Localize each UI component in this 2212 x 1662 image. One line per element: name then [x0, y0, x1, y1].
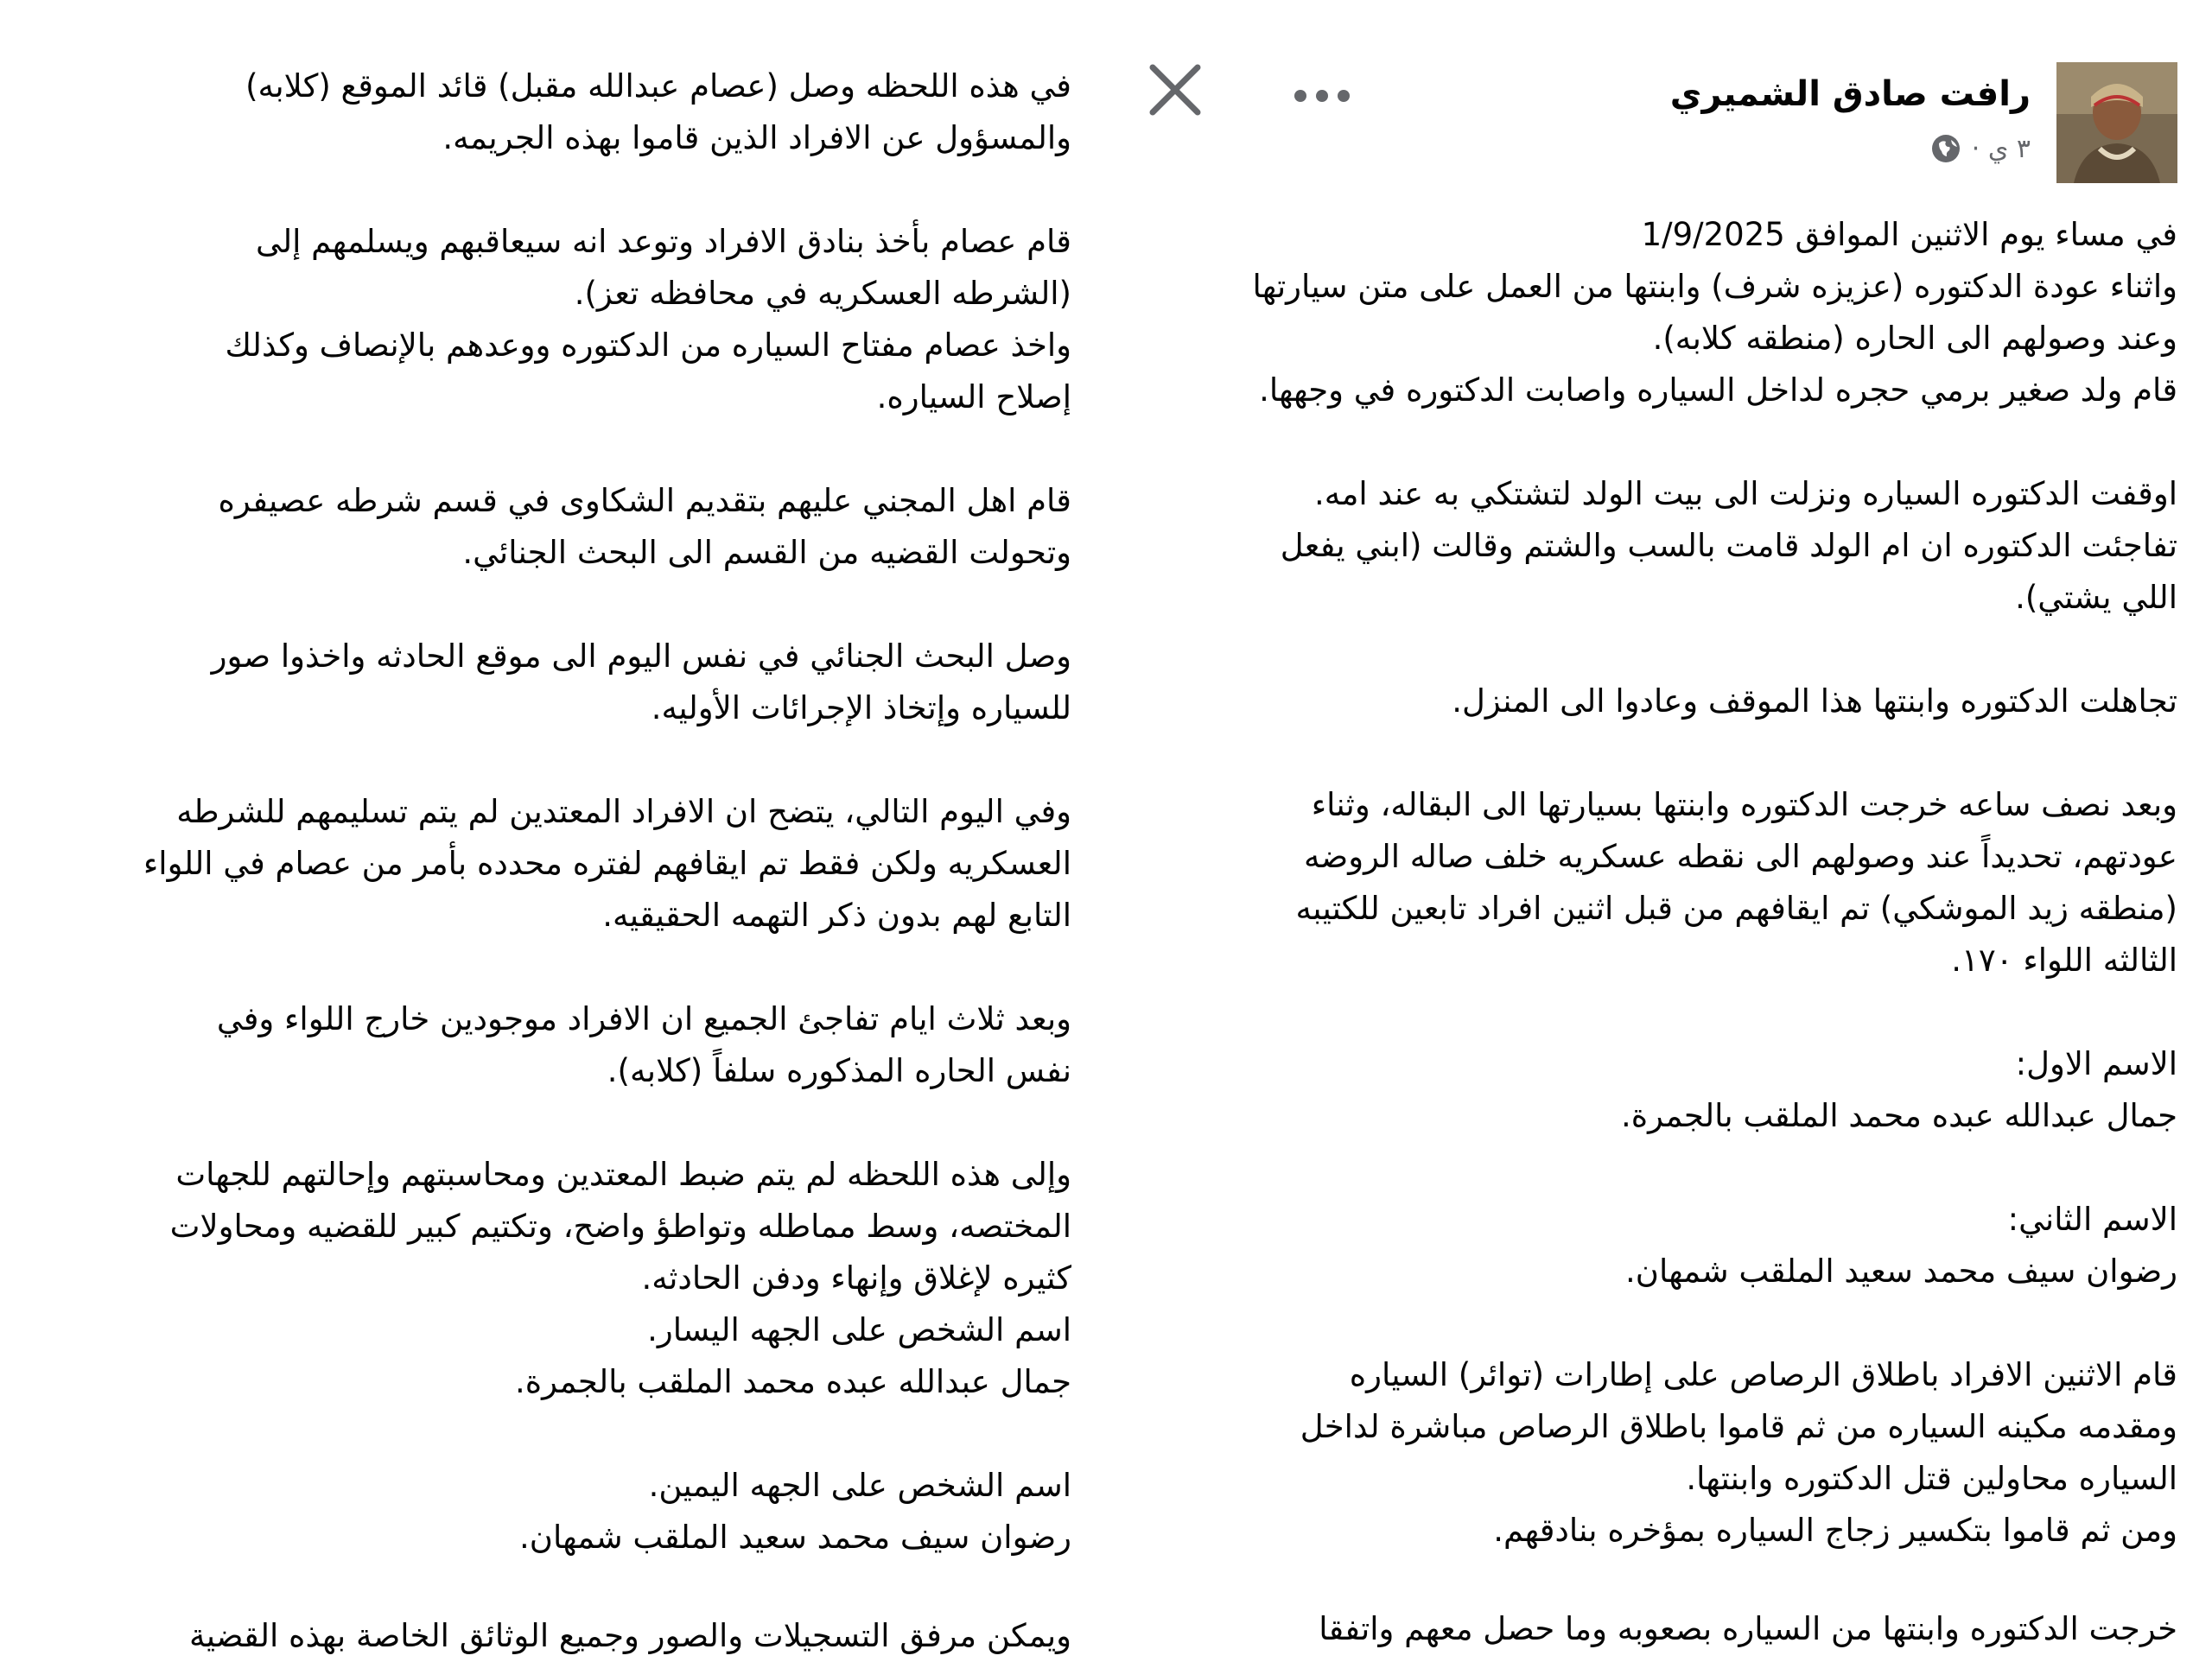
post-header [1141, 62, 2177, 192]
close-icon [1147, 62, 1203, 121]
post-body-right [1141, 209, 2177, 1647]
paragraph: الاسم الثاني: رضوان سيف محمد سعيد الملقب شمهان. [1625, 1201, 2177, 1290]
globe-icon [1930, 133, 1961, 164]
paragraph: قام الاثنين الافراد باطلاق الرصاص على إطارات (توائر) السياره ومقدمه مكينه السياره من ثم قاموا باطلاق الرصاص مباشرة لداخل السياره محاولين قتل الدكتوره وابنتها. ومن ثم قاموا بتكسير زجاج السياره بمؤخره بنادقهم. [1300, 1356, 2177, 1549]
post-time[interactable]: ٣ ي · [1971, 133, 2031, 164]
paragraph: وبعد نصف ساعه خرجت الدكتوره وابنتها بسيارتها الى البقاله، وثناء عودتهم، تحديداً عند وصولهم الى نقطه عسكريه خلف صاله الروضه (منطقه زيد الموشكي) تم ايقافهم من قبل اثنين افراد تابعين للكتيبه الثالثه اللواء ١٧٠. [1295, 786, 2177, 979]
paragraph: الاسم الاول: جمال عبدالله عبده محمد الملقب بالجمرة. [1620, 1045, 2177, 1134]
paragraph: وصل البحث الجنائي في نفس اليوم الى موقع الحادثه واخذوا صور للسياره وإتخاذ الإجرائات الأوليه. [211, 638, 1071, 726]
close-button[interactable] [1141, 57, 1210, 126]
post-body-left [52, 60, 1071, 1654]
truncated-line: ويمكن مرفق التسجيلات والصور وجميع الوثائق الخاصة بهذه القضية [188, 1617, 1071, 1654]
paragraph: اوقفت الدكتوره السياره ونزلت الى بيت الولد لتشتكي به عند امه. تفاجئت الدكتوره ان ام الولد قامت بالسب والشتم وقالت (ابني يفعل اللي يشتي). [1280, 475, 2177, 616]
more-options-icon [1292, 87, 1352, 108]
paragraph: تجاهلت الدكتوره وابنتها هذا الموقف وعادوا الى المنزل. [1452, 682, 2177, 720]
paragraph: وبعد ثلاث ايام تفاجئ الجميع ان الافراد موجودين خارج اللواء وفي نفس الحاره المذكوره سلفاً (كلابه). [216, 1000, 1071, 1089]
paragraph: وفي اليوم التالي، يتضح ان الافراد المعتدين لم يتم تسليمهم للشرطه العسكريه ولكن فقط تم ايقافهم لفتره محدده بأمر من عصام في اللواء التابع لهم بدون ذكر التهمه الحقيقيه. [143, 793, 1071, 934]
truncated-line: خرجت الدكتوره وابنتها من السياره بصعوبه وما حصل معهم واتفقا [1319, 1610, 2177, 1647]
post-column-right [1141, 0, 2177, 1660]
author-name[interactable]: رافت صادق الشميري [1669, 74, 2031, 114]
more-options-button[interactable] [1279, 67, 1365, 128]
paragraph: وإلى هذه اللحظه لم يتم ضبط المعتدين ومحاسبتهم وإحالتهم للجهات المختصه، وسط مماطله وتواطؤ واضح، وتكتيم كبير للقضيه ومحاولات كثيره لإغلاق وإنهاء ودفن الحادثه. اسم الشخص على الجهه اليسار. جمال عبدالله عبده محمد الملقب بالجمرة. [169, 1156, 1071, 1400]
paragraph: في هذه اللحظه وصل (عصام عبدالله مقبل) قائد الموقع (كلابه) والمسؤول عن الافراد الذين قاموا بهذه الجريمه. [245, 67, 1071, 156]
paragraph: في مساء يوم الاثنين الموافق 1/9/2025 واثناء عودة الدكتوره (عزيزه شرف) وابنتها من العمل على متن سيارتها وعند وصولهم الى الحاره (منطقه كلابه). قام ولد صغير برمي حجره لداخل السياره واصابت الدكتوره في وجهها. [1252, 216, 2177, 409]
paragraph: قام اهل المجني عليهم بتقديم الشكاوى في قسم شرطه عصيفره وتحولت القضيه من القسم الى البحث الجنائي. [218, 482, 1071, 571]
paragraph: اسم الشخص على الجهه اليمين. رضوان سيف محمد سعيد الملقب شمهان. [519, 1467, 1071, 1556]
post-meta [1930, 133, 2031, 164]
paragraph: قام عصام بأخذ بنادق الافراد وتوعد انه سيعاقبهم ويسلمهم إلى (الشرطه العسكريه في محافظه تعز). واخذ عصام مفتاح السياره من الدكتوره ووعدهم بالإنصاف وكذلك إصلاح السياره. [225, 223, 1071, 416]
author-avatar[interactable] [2056, 62, 2177, 183]
post-column-left [52, 0, 1071, 1660]
